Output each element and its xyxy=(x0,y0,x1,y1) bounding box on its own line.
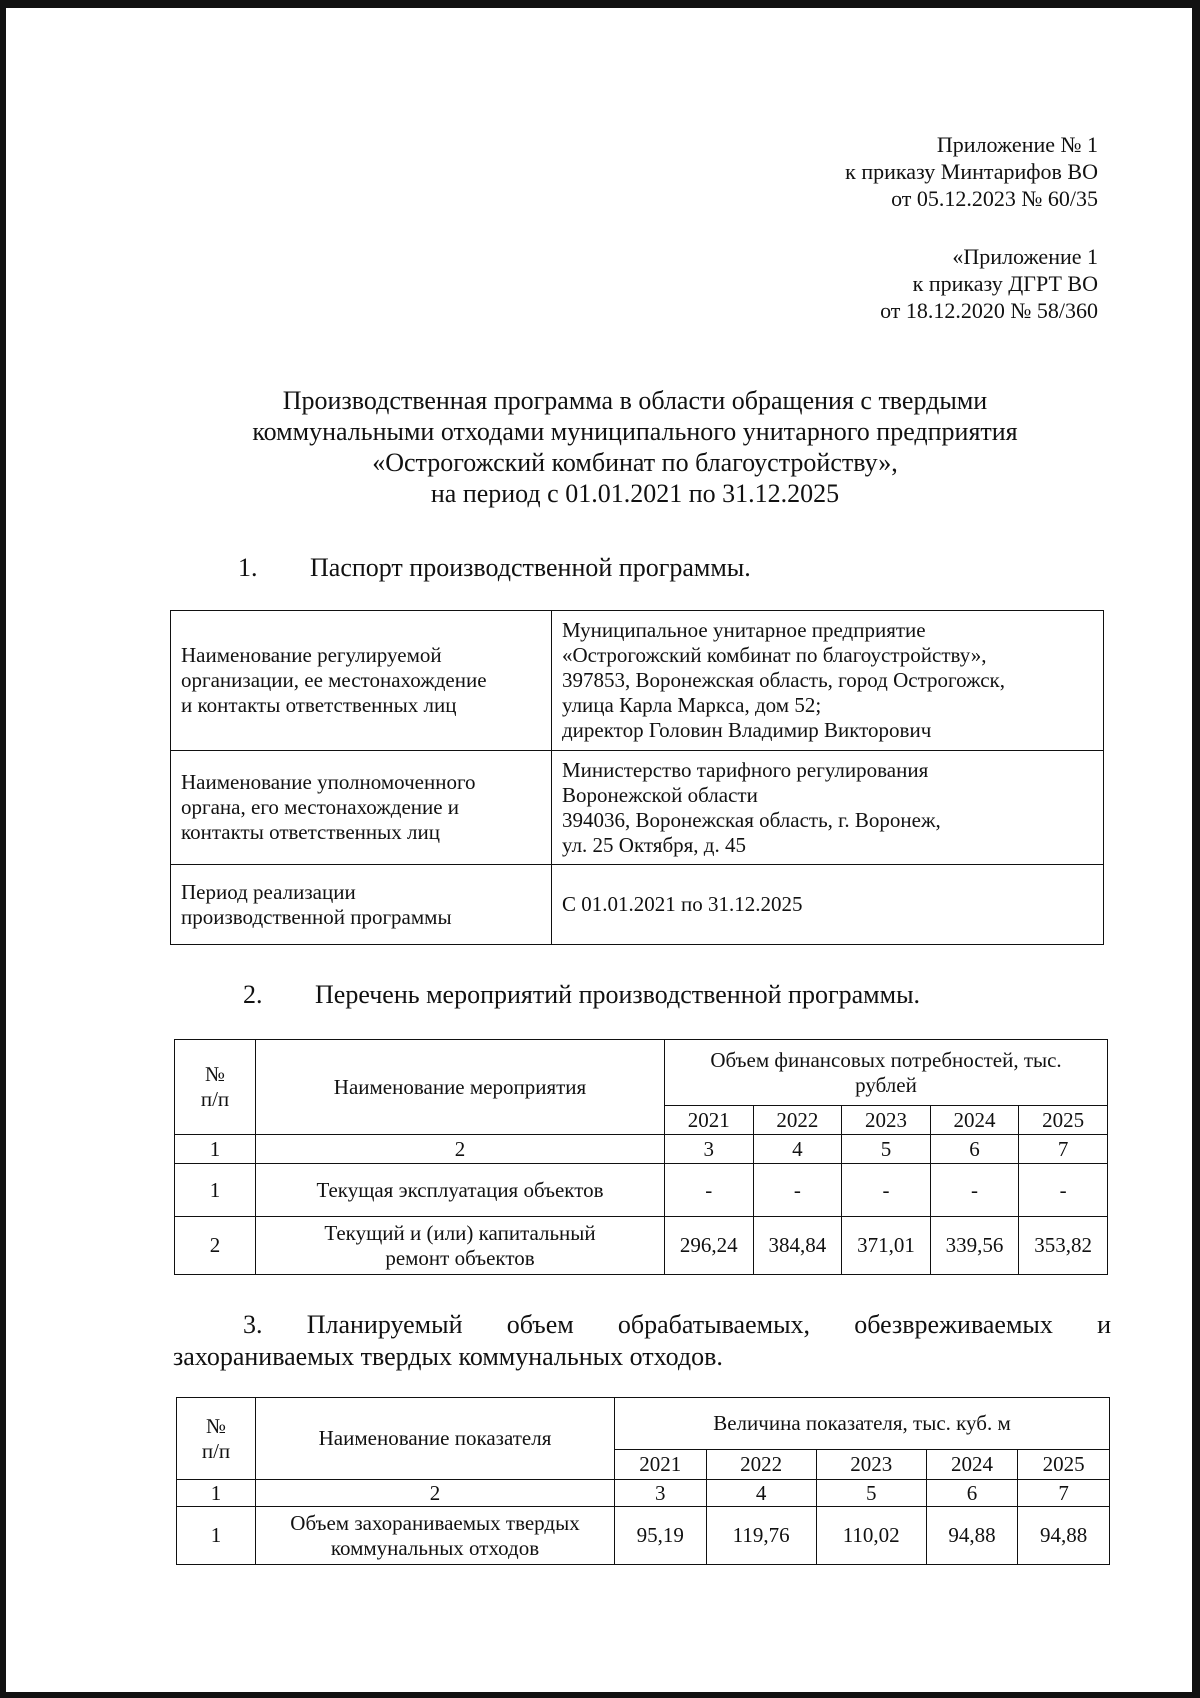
value-cell: 353,82 xyxy=(1019,1217,1108,1275)
year-header: 2025 xyxy=(1018,1450,1110,1480)
appendix-line: от 05.12.2023 № 60/35 xyxy=(891,186,1098,211)
title-line: Производственная программа в области обращения с твердыми xyxy=(282,386,988,415)
scan-border-top xyxy=(0,0,1200,8)
scan-border-left xyxy=(0,0,6,1698)
title-line: на период с 01.01.2021 по 31.12.2025 xyxy=(430,479,840,508)
table-header-row xyxy=(175,1040,1108,1106)
appendix-line: Приложение № 1 xyxy=(936,132,1098,157)
value-cell: 371,01 xyxy=(842,1217,931,1275)
index-cell: 6 xyxy=(930,1135,1019,1164)
appendix-reference-old xyxy=(880,243,1098,324)
index-cell: 1 xyxy=(175,1135,256,1164)
table-cell-label: Период реализации производственной программы xyxy=(171,865,552,945)
table-cell-label: Наименование уполномоченного органа, его местонахождение и контакты ответственных лиц xyxy=(171,751,552,865)
column-header-num: № п/п xyxy=(175,1040,256,1135)
value-cell: - xyxy=(1019,1164,1108,1217)
year-header: 2021 xyxy=(615,1450,707,1480)
value-cell: - xyxy=(842,1164,931,1217)
table-index-row xyxy=(175,1135,1108,1164)
section-number: 1. xyxy=(238,553,258,582)
table-row xyxy=(175,1164,1108,1217)
index-cell: 4 xyxy=(706,1480,816,1507)
value-cell: 296,24 xyxy=(665,1217,754,1275)
value-cell: 384,84 xyxy=(753,1217,842,1275)
table-row xyxy=(171,611,1104,751)
value-cell: 94,88 xyxy=(1018,1507,1110,1565)
passport-table xyxy=(170,610,1104,945)
year-header: 2023 xyxy=(842,1106,931,1135)
index-cell: 2 xyxy=(256,1135,665,1164)
column-header-group: Объем финансовых потребностей, тыс. рублей xyxy=(665,1040,1108,1106)
row-name: Объем захораниваемых твердых коммунальных отходов xyxy=(256,1507,615,1565)
document-title xyxy=(160,385,1110,509)
column-header-name: Наименование показателя xyxy=(256,1398,615,1480)
table-row xyxy=(171,751,1104,865)
appendix-line: к приказу ДГРТ ВО xyxy=(912,271,1098,296)
section-number: 2. xyxy=(243,980,263,1009)
value-cell: - xyxy=(665,1164,754,1217)
section-title-line: 3. Планируемый объем обрабатываемых, обезвреживаемых и xyxy=(243,1310,1111,1339)
value-cell: 119,76 xyxy=(706,1507,816,1565)
section-1-heading xyxy=(238,552,751,584)
row-number: 1 xyxy=(175,1164,256,1217)
measures-table xyxy=(174,1039,1108,1275)
appendix-line: к приказу Минтарифов ВО xyxy=(845,159,1098,184)
row-name: Текущая эксплуатация объектов xyxy=(256,1164,665,1217)
waste-volume-table xyxy=(176,1397,1110,1565)
table-cell-value: Муниципальное унитарное предприятие «Острогожский комбинат по благоустройству», 397853, Воронежская область, город Острогожск, улица Карла Маркса, дом 52; директор Головин Владимир Викторович xyxy=(552,611,1104,751)
year-header: 2023 xyxy=(816,1450,926,1480)
index-cell: 7 xyxy=(1019,1135,1108,1164)
index-cell: 4 xyxy=(753,1135,842,1164)
section-3-heading xyxy=(173,1309,1111,1373)
index-cell: 5 xyxy=(816,1480,926,1507)
index-cell: 7 xyxy=(1018,1480,1110,1507)
table-row xyxy=(175,1217,1108,1275)
table-index-row xyxy=(177,1480,1110,1507)
year-header: 2021 xyxy=(665,1106,754,1135)
index-cell: 1 xyxy=(177,1480,256,1507)
section-title: Паспорт производственной программы. xyxy=(310,553,751,582)
section-2-heading xyxy=(243,979,920,1011)
row-name: Текущий и (или) капитальный ремонт объектов xyxy=(256,1217,665,1275)
value-cell: 110,02 xyxy=(816,1507,926,1565)
index-cell: 3 xyxy=(615,1480,707,1507)
row-number: 1 xyxy=(177,1507,256,1565)
section-title-line: захораниваемых твердых коммунальных отходов. xyxy=(173,1342,723,1371)
value-cell: 339,56 xyxy=(930,1217,1019,1275)
year-header: 2022 xyxy=(753,1106,842,1135)
index-cell: 3 xyxy=(665,1135,754,1164)
index-cell: 6 xyxy=(926,1480,1018,1507)
appendix-reference-new xyxy=(845,131,1098,212)
year-header: 2024 xyxy=(930,1106,1019,1135)
row-number: 2 xyxy=(175,1217,256,1275)
year-header: 2022 xyxy=(706,1450,816,1480)
index-cell: 2 xyxy=(256,1480,615,1507)
column-header-num: № п/п xyxy=(177,1398,256,1480)
section-number: 3. xyxy=(243,1310,263,1339)
title-line: коммунальными отходами муниципального унитарного предприятия xyxy=(252,417,1018,446)
column-header-name: Наименование мероприятия xyxy=(256,1040,665,1135)
value-cell: 94,88 xyxy=(926,1507,1018,1565)
scan-border-bottom xyxy=(0,1692,1200,1698)
appendix-line: «Приложение 1 xyxy=(952,244,1098,269)
section-title: Перечень мероприятий производственной программы. xyxy=(315,980,921,1009)
column-header-group: Величина показателя, тыс. куб. м xyxy=(615,1398,1110,1450)
title-line: «Острогожский комбинат по благоустройству», xyxy=(372,448,898,477)
table-cell-label: Наименование регулируемой организации, ее местонахождение и контакты ответственных лиц xyxy=(171,611,552,751)
table-cell-value: Министерство тарифного регулирования Воронежской области 394036, Воронежская область, г. Воронеж, ул. 25 Октября, д. 45 xyxy=(552,751,1104,865)
table-cell-value: С 01.01.2021 по 31.12.2025 xyxy=(552,865,1104,945)
year-header: 2024 xyxy=(926,1450,1018,1480)
index-cell: 5 xyxy=(842,1135,931,1164)
table-header-row xyxy=(177,1398,1110,1450)
scan-border-right xyxy=(1192,0,1200,1698)
table-row xyxy=(177,1507,1110,1565)
table-row xyxy=(171,865,1104,945)
value-cell: 95,19 xyxy=(615,1507,707,1565)
value-cell: - xyxy=(753,1164,842,1217)
value-cell: - xyxy=(930,1164,1019,1217)
appendix-line: от 18.12.2020 № 58/360 xyxy=(880,298,1098,323)
year-header: 2025 xyxy=(1019,1106,1108,1135)
